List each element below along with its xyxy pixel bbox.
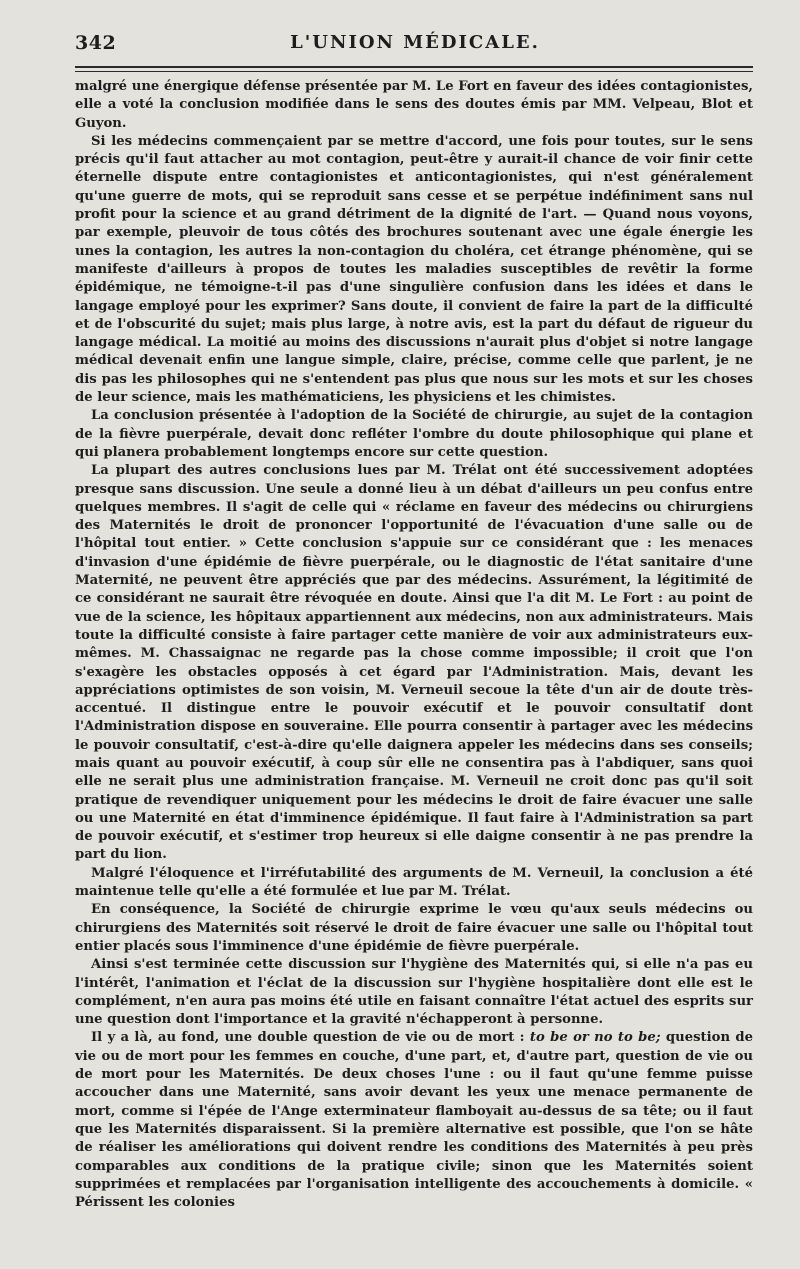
paragraph-continuation: malgré une énergique défense présentée par M. Le Fort en faveur des idées contagionistes, elle a voté la conclusion modifiée dans le sens des doutes émis par MM. Velpeau, Blot et Guyon. <box>75 79 753 131</box>
page-header <box>75 30 755 60</box>
paragraph-conclusions-debate: La plupart des autres conclusions lues par M. Trélat ont été successivement adoptées presque sans discussion. Une seule a donné lieu à un débat d'ailleurs un peu confus entre quelques membres. Il s'agit de celle qui « réclame en faveur des médecins ou chirurgiens des Maternités le droit de prononcer l'opportunité de l'évacuation d'une salle ou de l'hôpital tout entier. » Cette conclusion s'appuie sur ce considérant que : les menaces d'invasion d'une épidémie de fièvre puerpérale, ou le diagnostic de l'état sanitaire d'une Maternité, ne peuvent être appréciés que par des médecins. Assurément, la légitimité de ce considérant ne saurait être révoquée en doute. Ainsi que l'a dit M. Le Fort : au point de vue de la science, les hôpitaux appartiennent aux médecins, non aux administrateurs. Mais toute la difficulté consiste à faire partager cette manière de voir aux administrateurs eux-mêmes. M. Chassaignac ne regarde pas la chose comme impossible; il croit que l'on s'exagère les obstacles opposés à cet égard par l'Administration. Mais, devant les appréciations optimistes de son voisin, M. Verneuil secoue la tête d'un air de doute très-accentué. Il distingue entre le pouvoir exécutif et le pouvoir consultatif dont l'Administration dispose en souveraine. Elle pourra consentir à partager avec les médecins le pouvoir consultatif, c'est-à-dire qu'elle daignera appeler les médecins dans ses conseils; mais quant au pouvoir exécutif, à coup sûr elle ne consentira pas à l'abdiquer, sans quoi elle ne serait plus une administration française. M. Verneuil ne croit donc pas qu'il soit pratique de revendiquer uniquement pour les médecins le droit de faire évacuer une salle ou une Maternité en état d'imminence épidémique. Il faut faire à l'Administration sa part de pouvoir exécutif, et s'estimer trop heureux si elle daigne consentir à ne pas prendre la part du lion. <box>75 463 753 863</box>
text-before-quote: Il y a là, au fond, une double question de vie ou de mort : <box>91 1030 530 1046</box>
italic-quote: to be or no to be; <box>529 1030 661 1046</box>
header-rule-thin <box>75 71 753 72</box>
article-body <box>75 78 753 1212</box>
text-after-quote: question de vie ou de mort pour les femmes en couche, d'une part, et, d'autre part, question de vie ou de mort pour les Maternités. De deux choses l'une : ou il faut qu'une femme puisse accoucher dans une Maternité, sans avoir devant les yeux une menace permanente de mort, comme si l'épée de l'Ange exterminateur flamboyait au-dessus de sa tête; ou il faut que les Maternités disparaissent. Si la première alternative est possible, que l'on se hâte de réaliser les améliorations qui doivent rendre les conditions des Maternités à peu près comparables aux conditions de la pratique civile; sinon que les Maternités soient supprimées et remplacées par l'organisation intelligente des accouchements à domicile. « Périssent les colonies <box>75 1030 753 1211</box>
paragraph-contagion-language: Si les médecins commençaient par se mettre d'accord, une fois pour toutes, sur le sens précis qu'il faut attacher au mot contagion, peut-être y aurait-il chance de voir finir cette éternelle dispute entre contagionistes et anticontagionistes, qui n'est généralement qu'une guerre de mots, qui se reproduit sans cesse et se perpétue indéfiniment sans nul profit pour la science et au grand détriment de la dignité de l'art. — Quand nous voyons, par exemple, pleuvoir de tous côtés des brochures soutenant avec une égale énergie les unes la contagion, les autres la non-contagion du choléra, cet étrange phénomène, qui se manifeste d'ailleurs à propos de toutes les maladies susceptibles de revêtir la forme épidémique, ne témoigne-t-il pas d'une singulière confusion dans les idées et dans le langage employé pour les exprimer? Sans doute, il convient de faire la part de la difficulté et de l'obscurité du sujet; mais plus large, à notre avis, est la part du défaut de rigueur du langage médical. La moitié au moins des discussions n'aurait plus d'objet si notre langage médical devenait enfin une langue simple, claire, précise, comme celle que parlent, je ne dis pas les philosophes qui ne s'entendent pas plus que nous sur les mots et sur les choses de leur science, mais les mathématiciens, les physiciens et les chimistes. <box>75 133 753 406</box>
header-rule <box>75 66 753 68</box>
paragraph-wish: En conséquence, la Société de chirurgie exprime le vœu qu'aux seuls médecins ou chirurgiens des Maternités soit réservé le droit de faire évacuer une salle ou l'hôpital tout entier placés sous l'imminence d'une épidémie de fièvre puerpérale. <box>75 902 753 954</box>
paragraph-summary: Ainsi s'est terminée cette discussion sur l'hygiène des Maternités qui, si elle n'a pas eu l'intérêt, l'animation et l'éclat de la discussion sur l'hygiène hospitalière dont elle est le complément, n'en aura pas moins été utile en faisant connaître l'état actuel des esprits sur une question dont l'importance et la gravité n'échapperont à personne. <box>75 957 753 1028</box>
running-title: L'UNION MÉDICALE. <box>290 32 540 53</box>
page-number: 342 <box>75 32 117 54</box>
paragraph-verneuil: Malgré l'éloquence et l'irréfutabilité des arguments de M. Verneuil, la conclusion a été maintenue telle qu'elle a été formulée et lue par M. Trélat. <box>75 865 753 900</box>
paragraph-puerperal-fever: La conclusion présentée à l'adoption de la Société de chirurgie, au sujet de la contagion de la fièvre puerpérale, devait donc refléter l'ombre du doute philosophique qui plane et qui planera probablement longtemps encore sur cette question. <box>75 408 753 460</box>
paragraph-life-or-death <box>75 1029 753 1212</box>
